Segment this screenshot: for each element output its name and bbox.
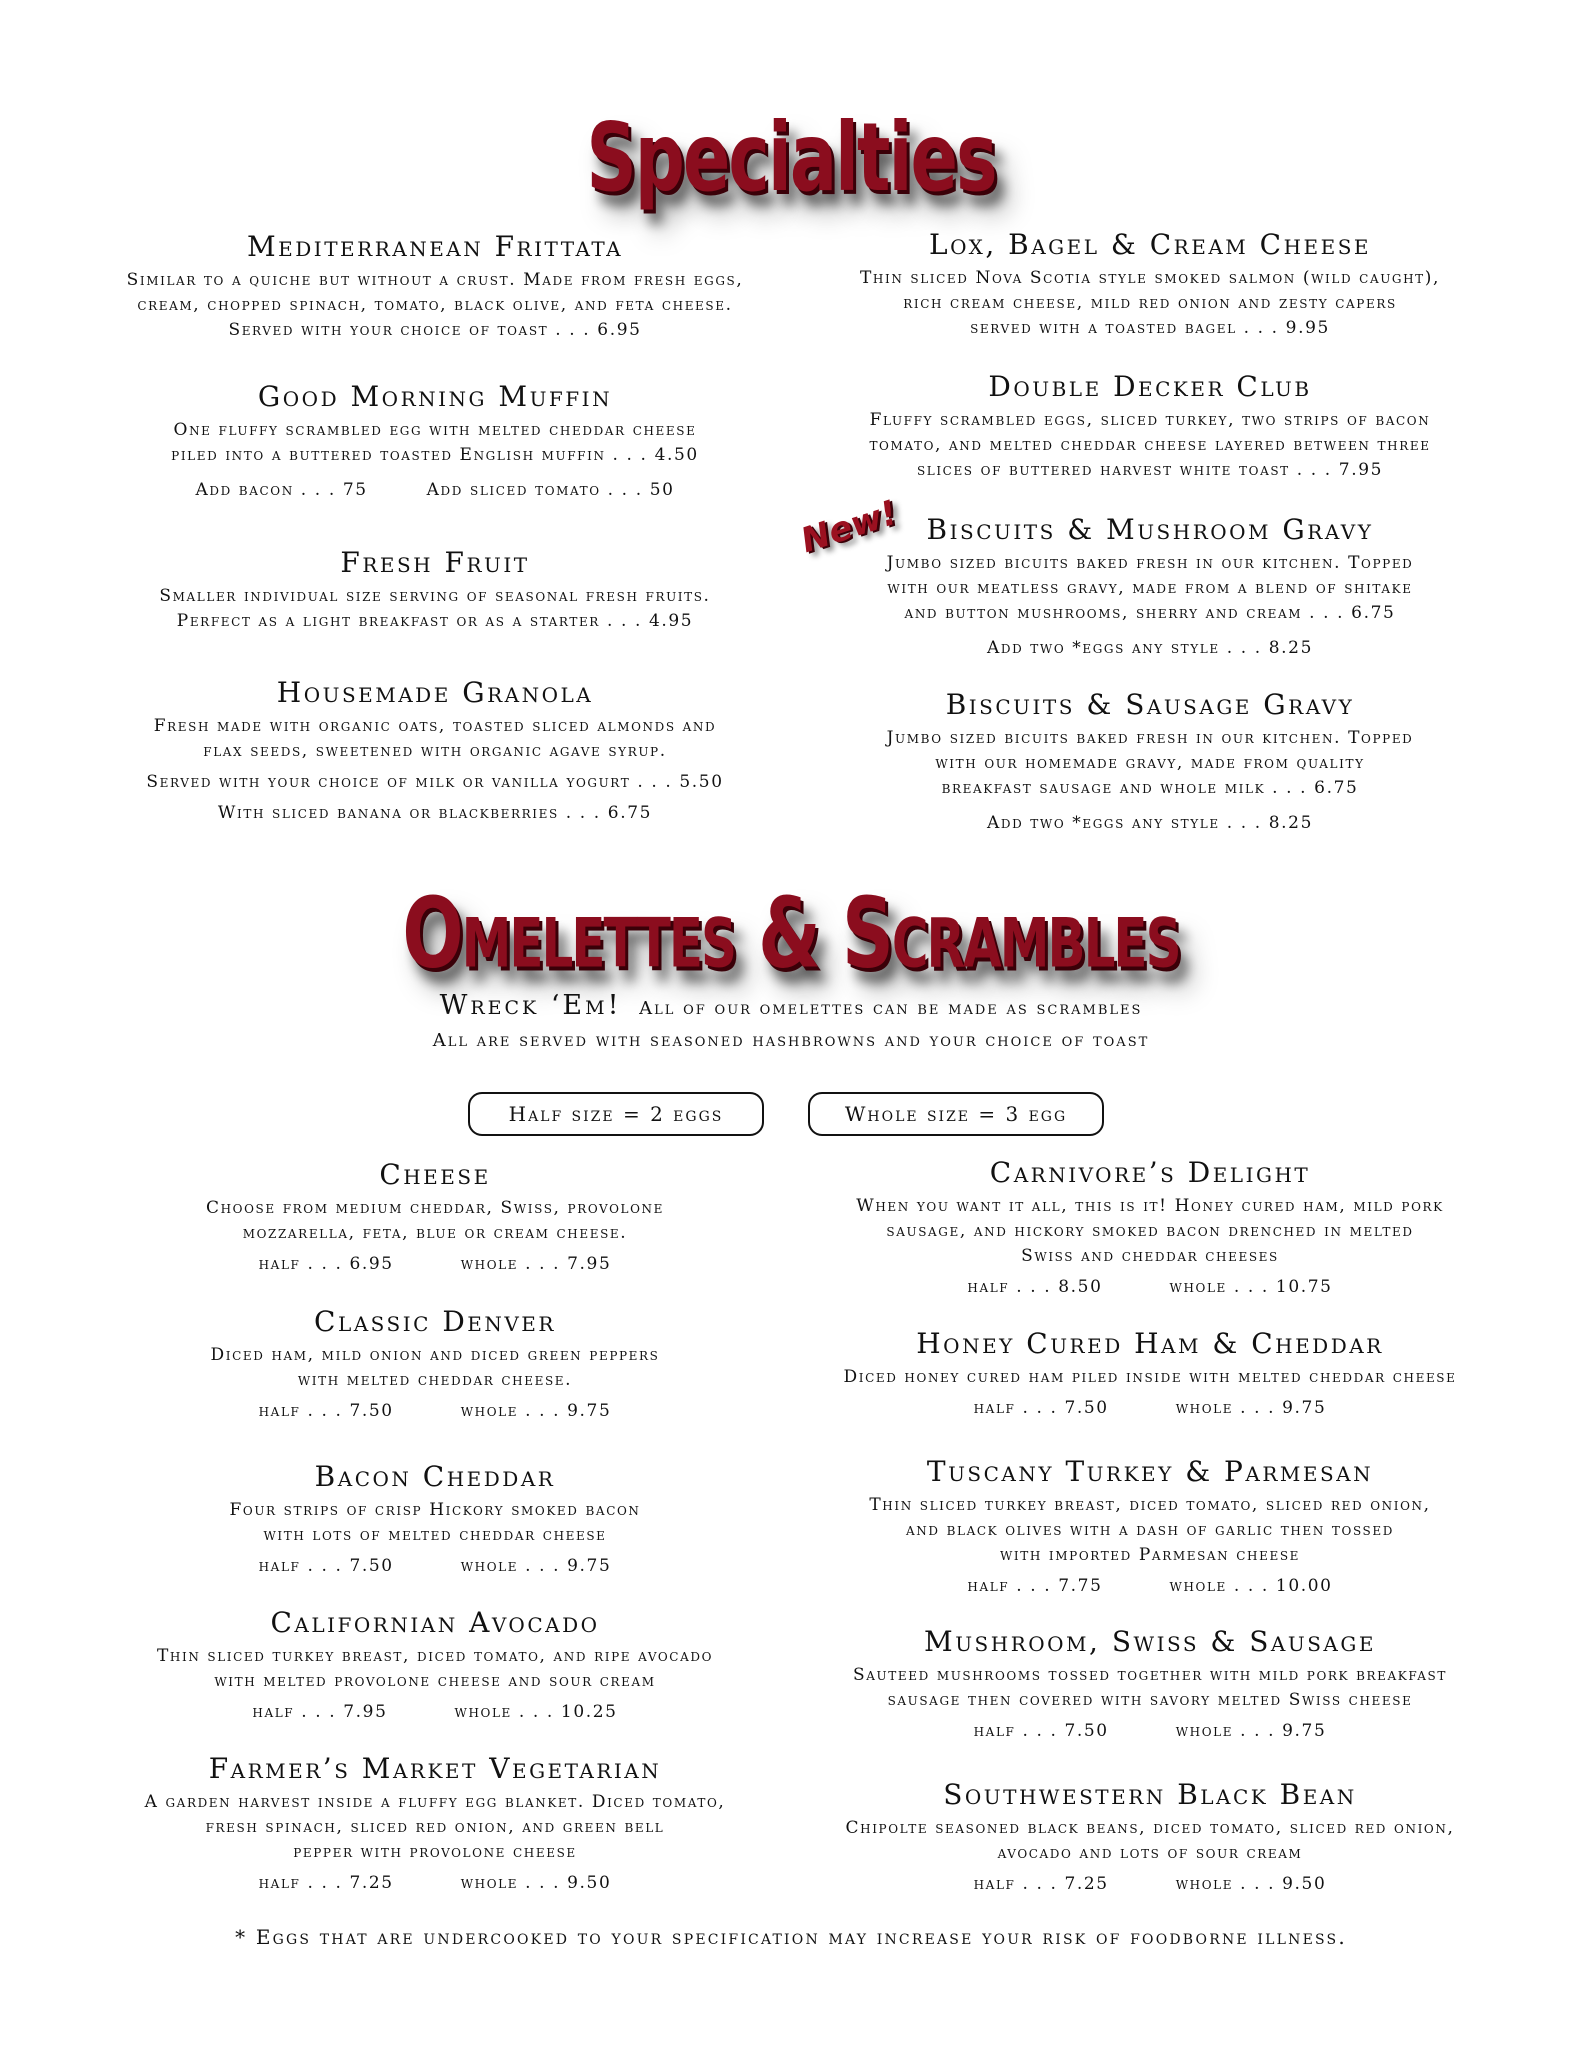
item-name: Honey Cured Ham & Cheddar [916, 1327, 1384, 1360]
item-price-line: piled into a buttered toasted English muffin . . . 4.50 [171, 445, 699, 465]
item-description-line: sausage, and hickory smoked bacon drenched in melted [886, 1221, 1414, 1241]
item-description-line: Sauteed mushrooms tossed together with mild pork breakfast [853, 1665, 1447, 1685]
menu-item-californian-avocado [80, 1608, 790, 1725]
item-name: Mediterranean Frittata [246, 230, 624, 263]
item-price-line: Served with your choice of milk or vanilla yogurt . . . 5.50 [146, 772, 724, 792]
half-size-box: Half size = 2 eggs [468, 1092, 764, 1136]
item-description-line: rich cream cheese, mild red onion and zesty capers [903, 293, 1397, 313]
item-name: Cheese [379, 1158, 491, 1191]
item-description-line: Thin sliced Nova Scotia style smoked salmon (wild caught), [859, 268, 1441, 288]
item-name: Farmer’s Market Vegetarian [208, 1752, 662, 1785]
item-description-line: A garden harvest inside a fluffy egg blanket. Diced tomato, [144, 1792, 726, 1812]
menu-item-tuscany-turkey [790, 1457, 1510, 1599]
omelettes-intro [0, 990, 1582, 1021]
item-prices [80, 1399, 790, 1424]
menu-item-farmers-market-vegetarian [80, 1754, 790, 1896]
whole-price: whole . . . 9.75 [460, 1556, 612, 1576]
item-price-line: With sliced banana or blackberries . . . 6.75 [217, 803, 653, 823]
omelettes-heading: Omelettes & Scrambles [402, 876, 1180, 990]
foodborne-illness-footnote: * Eggs that are undercooked to your specification may increase your risk of foodborne illness. [235, 1925, 1347, 1949]
item-name: Double Decker Club [988, 370, 1312, 403]
whole-price: whole . . . 10.25 [454, 1702, 618, 1722]
item-description-line: tomato, and melted cheddar cheese layered between three [869, 435, 1431, 455]
omelettes-serving-note: All are served with seasoned hashbrowns and your choice of toast [432, 1030, 1150, 1051]
item-description-line: Swiss and cheddar cheeses [1021, 1246, 1279, 1266]
menu-item-biscuits-mushroom-gravy [790, 515, 1510, 661]
half-price: half . . . 6.95 [258, 1254, 394, 1274]
item-name: Fresh Fruit [340, 546, 530, 579]
intro-tagline: Wreck ‘Em! [439, 990, 622, 1021]
whole-price: whole . . . 9.50 [460, 1873, 612, 1893]
item-description-line: with our homemade gravy, made from quality [935, 753, 1365, 773]
item-description-line: When you want it all, this is it! Honey cured ham, mild pork [856, 1196, 1444, 1216]
whole-price: whole . . . 9.75 [460, 1401, 612, 1421]
item-description-line: Diced honey cured ham piled inside with melted cheddar cheese [843, 1367, 1457, 1387]
item-description-line: sausage then covered with savory melted Swiss cheese [887, 1690, 1413, 1710]
item-description-line: Thin sliced turkey breast, diced tomato, sliced red onion, [869, 1495, 1431, 1515]
item-price-line: and button mushrooms, sherry and cream . . . 6.75 [904, 603, 1396, 623]
item-name: Biscuits & Mushroom Gravy [926, 513, 1374, 546]
half-price: half . . . 8.50 [967, 1277, 1103, 1297]
menu-item-carnivores-delight [790, 1158, 1510, 1300]
whole-price: whole . . . 9.50 [1175, 1874, 1327, 1894]
item-description-line: Diced ham, mild onion and diced green peppers [210, 1345, 660, 1365]
menu-item-honey-cured-ham [790, 1329, 1510, 1421]
menu-item-classic-denver [80, 1307, 790, 1424]
item-prices [790, 1275, 1510, 1300]
menu-item-housemade-granola [80, 678, 790, 826]
menu-item-double-decker-club [790, 372, 1510, 483]
half-price: half . . . 7.25 [973, 1874, 1109, 1894]
item-prices [790, 1872, 1510, 1897]
item-description-line: with our meatless gravy, made from a blend of shitake [887, 578, 1413, 598]
menu-item-biscuits-sausage-gravy [790, 690, 1510, 836]
item-name: Mushroom, Swiss & Sausage [924, 1625, 1376, 1658]
item-name: Classic Denver [314, 1305, 556, 1338]
item-description-line: Fluffy scrambled eggs, sliced turkey, two strips of bacon [869, 410, 1431, 430]
menu-item-lox-bagel [790, 230, 1510, 341]
item-name: Bacon Cheddar [314, 1460, 556, 1493]
whole-price: whole . . . 9.75 [1175, 1398, 1327, 1418]
item-addon: Add two *eggs any style . . . 8.25 [986, 638, 1313, 658]
item-description-line: and black olives with a dash of garlic then tossed [906, 1520, 1394, 1540]
item-description-line: mozzarella, feta, blue or cream cheese. [242, 1223, 628, 1243]
item-description-line: flax seeds, sweetened with organic agave syrup. [203, 741, 667, 761]
item-name: Tuscany Turkey & Parmesan [926, 1455, 1374, 1488]
menu-item-mediterranean-frittata [80, 232, 790, 343]
item-description-line: Smaller individual size serving of seasonal fresh fruits. [159, 586, 711, 606]
menu-item-southwestern-black-bean [790, 1780, 1510, 1897]
item-addons [80, 478, 790, 503]
item-description-line: with lots of melted cheddar cheese [263, 1525, 607, 1545]
whole-price: whole . . . 10.00 [1169, 1576, 1333, 1596]
item-description-line: Jumbo sized bicuits baked fresh in our kitchen. Topped [886, 553, 1414, 573]
item-prices [80, 1871, 790, 1896]
item-name: Good Morning Muffin [257, 380, 613, 413]
item-price-line: served with a toasted bagel . . . 9.95 [970, 318, 1330, 338]
menu-item-cheese-omelette [80, 1160, 790, 1277]
whole-price: whole . . . 7.95 [460, 1254, 612, 1274]
item-description-line: Similar to a quiche but without a crust. Made from fresh eggs, [126, 270, 744, 290]
item-name: Californian Avocado [270, 1606, 600, 1639]
item-price-line: Perfect as a light breakfast or as a starter . . . 4.95 [176, 611, 694, 631]
item-name: Biscuits & Sausage Gravy [945, 688, 1355, 721]
item-prices [80, 1700, 790, 1725]
item-prices [790, 1396, 1510, 1421]
half-price: half . . . 7.50 [973, 1721, 1109, 1741]
item-addon: Add two *eggs any style . . . 8.25 [986, 813, 1313, 833]
item-description-line: Choose from medium cheddar, Swiss, provolone [205, 1198, 665, 1218]
menu-item-good-morning-muffin [80, 382, 790, 503]
half-price: half . . . 7.25 [258, 1873, 394, 1893]
half-price: half . . . 7.50 [258, 1556, 394, 1576]
item-prices [80, 1554, 790, 1579]
item-prices [790, 1574, 1510, 1599]
item-description-line: with imported Parmesan cheese [999, 1545, 1301, 1565]
item-description-line: with melted provolone cheese and sour cream [214, 1671, 656, 1691]
addon-bacon: Add bacon . . . 75 [195, 480, 368, 500]
item-description-line: with melted cheddar cheese. [297, 1370, 573, 1390]
item-prices [80, 1252, 790, 1277]
item-name: Lox, Bagel & Cream Cheese [928, 228, 1372, 261]
half-price: half . . . 7.50 [258, 1401, 394, 1421]
half-price: half . . . 7.50 [973, 1398, 1109, 1418]
specialties-heading: Specialties [586, 102, 996, 213]
item-price-line: breakfast sausage and whole milk . . . 6.75 [941, 778, 1359, 798]
menu-item-fresh-fruit [80, 548, 790, 634]
item-price-line: slices of buttered harvest white toast . . . 7.95 [916, 460, 1384, 480]
menu-item-mushroom-swiss-sausage [790, 1627, 1510, 1744]
item-name: Housemade Granola [276, 676, 594, 709]
item-description-line: One fluffy scrambled egg with melted cheddar cheese [173, 420, 697, 440]
item-description-line: avocado and lots of sour cream [997, 1843, 1303, 1863]
half-price: half . . . 7.75 [967, 1576, 1103, 1596]
item-name: Southwestern Black Bean [943, 1778, 1357, 1811]
menu-item-bacon-cheddar [80, 1462, 790, 1579]
item-name: Carnivore’s Delight [989, 1156, 1311, 1189]
whole-price: whole . . . 9.75 [1175, 1721, 1327, 1741]
item-description-line: cream, chopped spinach, tomato, black olive, and feta cheese. [137, 295, 733, 315]
item-description-line: Jumbo sized bicuits baked fresh in our kitchen. Topped [886, 728, 1414, 748]
new-badge: New! [796, 492, 903, 562]
item-description-line: Four strips of crisp Hickory smoked bacon [229, 1500, 641, 1520]
whole-price: whole . . . 10.75 [1169, 1277, 1333, 1297]
item-description-line: pepper with provolone cheese [293, 1842, 577, 1862]
intro-text: All of our omelettes can be made as scrambles [639, 998, 1143, 1019]
item-description-line: Chipolte seasoned black beans, diced tomato, sliced red onion, [845, 1818, 1455, 1838]
whole-size-box: Whole size = 3 egg [808, 1092, 1104, 1136]
item-description-line: Thin sliced turkey breast, diced tomato, and ripe avocado [156, 1646, 714, 1666]
half-price: half . . . 7.95 [252, 1702, 388, 1722]
item-price-line: Served with your choice of toast . . . 6.95 [228, 320, 642, 340]
item-description-line: Fresh made with organic oats, toasted sliced almonds and [153, 716, 717, 736]
item-prices [790, 1719, 1510, 1744]
addon-tomato: Add sliced tomato . . . 50 [426, 480, 675, 500]
item-description-line: fresh spinach, sliced red onion, and green bell [205, 1817, 665, 1837]
